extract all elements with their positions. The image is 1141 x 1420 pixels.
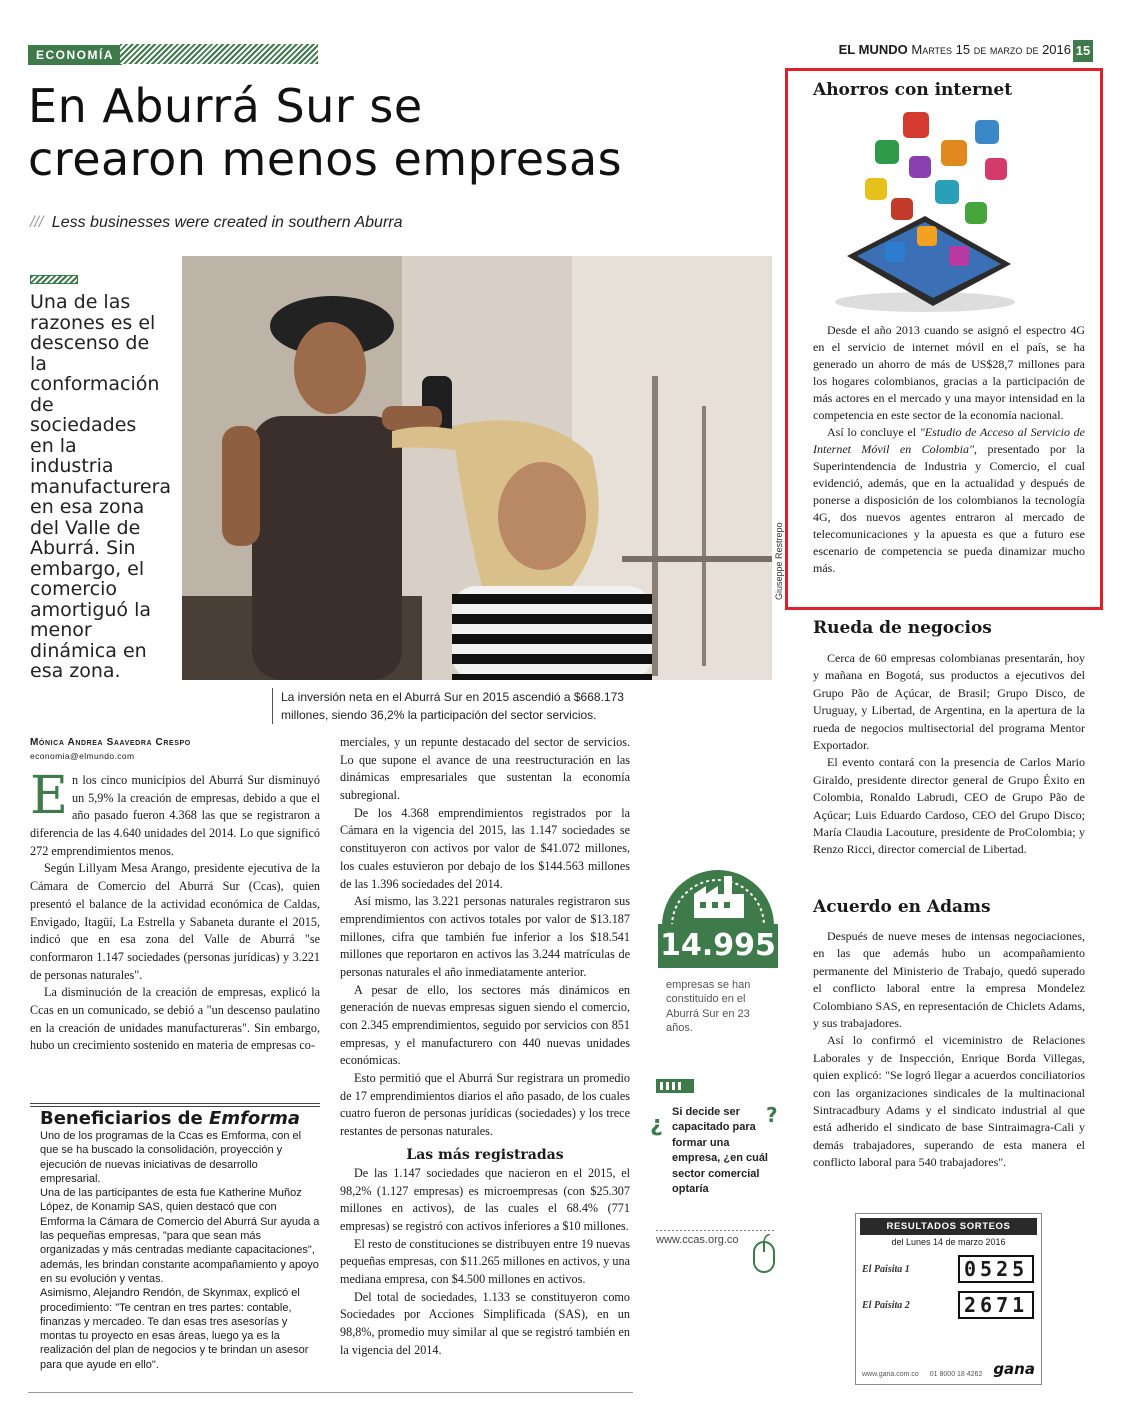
- article-paragraph: Del total de sociedades, 1.133 se constituyeron como Sociedades por Acciones Simplificada (SAS), en un 98,8%, promedio muy similar al que se registró también en la vigencia del 2014.: [340, 1289, 630, 1357]
- lottery-game-name: El Paisita 1: [862, 1263, 910, 1275]
- headline-line-2: crearon menos empresas: [28, 132, 623, 187]
- lottery-number: 2671: [958, 1291, 1034, 1319]
- bottom-rule: [28, 1392, 633, 1393]
- rueda-title: Rueda de negocios: [813, 618, 992, 638]
- article-column-2: [340, 734, 630, 1359]
- sidebar-title: Ahorros con internet: [813, 80, 1013, 100]
- adams-text: Después de nueve meses de intensas negociaciones, en las que además hubo un acompañamiento permanente del Ministerio de Trabajo, quedó superado el conflicto laboral entre la empresa Mondelez Colombiano SAS, en representación de Chiclets Adams, y sus trabajadores. Así lo confirmó el viceministro de Relaciones Laborales y de Inspección, Enrique Borda Villegas, quien explicó: "Se logró llegar a acuerdos conciliatorios con las organizaciones sindicales de la multinacional Sintracadbury Adams y el sindicato industrial al que está adherido el sindicato de base Sintraimagra-Cali y demás trabajadores, superando de esta manera el conflicto laboral para 540 trabajadores".: [813, 929, 1085, 1170]
- question-marker: [656, 1078, 694, 1092]
- sidebar-text: Desde el año 2013 cuando se asignó el espectro 4G en el servicio de internet móvil en el país, se ha generado un ahorro de más de US$28,7 millones para los hogares colombianos, gracias a la participación de más actores en el mercado y una mayor intensidad en la competencia en este sector de la economía nacional. Así lo concluye el "Estudio de Acceso al Servicio de Internet Móvil en Colombia", presentado por la Superintendencia de Industria y Comercio, el cual evidenció, además, que en la actualidad y después de ponerse a disposición de los colombianos la tecnología 4G, dos nuevos agentes entraron al mercado de telecomunicaciones y la apuesta es que a futuro ese escenario de competencia se pueda dinamizar mucho más.: [813, 323, 1085, 576]
- gana-logo: gana: [993, 1360, 1035, 1378]
- article-paragraph: Según Lillyam Mesa Arango, presidente ejecutiva de la Cámara de Comercio del Aburrá Sur (Ccas), quien presentó el balance de la actividad económica de Caldas, Envigado, Itagüí, La Estrella y Sabaneta durante el 2015, indicó que en esa zona del Valle de Aburrá "se conformaron 1.147 sociedades (personas jurídicas) y 3.221 de personas naturales".: [30, 861, 320, 982]
- lottery-row: [862, 1291, 1035, 1319]
- article-column-1: [30, 766, 320, 1055]
- stat-label: empresas se han constituido en el Aburrá Sur en 23 años.: [666, 979, 751, 1034]
- article-paragraph: Así mismo, las 3.221 personas naturales registraron sus emprendimientos con activos totales por valor de $13.187 millones, cifra que también fue inferior a los $18.541 millones que reportaron en activos las 3.244 matrículas de personas naturales el año inmediatamente anterior.: [340, 894, 630, 979]
- emforma-title: Beneficiarios de Emforma: [40, 1108, 301, 1129]
- article-subtitle: Las más registradas: [406, 1146, 564, 1163]
- headline-line-1: En Aburrá Sur se: [28, 79, 423, 133]
- section-hatch: [120, 44, 318, 64]
- lottery-phone: 01 8000 18 4262: [929, 1371, 983, 1378]
- lottery-game-name: El Paisita 2: [862, 1299, 910, 1311]
- rueda-text: Cerca de 60 empresas colombianas presentarán, hoy y mañana en Bogotá, sus productos a ejecutivos del Grupo Pão de Açúcar, de Brasil; Grupo Disco, de Uruguay, y Libertad, de Argentina, en la apertura de la rueda de negocios multisectorial del programa Mentor Exportador. El evento contará con la presencia de Carlos Mario Giraldo, presidente director general de Grupo Éxito en Colombia, Ronaldo Labrudi, CEO de Grupo Pão de Açúcar; Luis Eduardo Cardoso, CEO del Grupo Disco; María Claudia Lacouture, presidente de ProColombia; y Renzo Ricci, director comercial de Libertad.: [813, 651, 1085, 857]
- article-paragraph: En los cinco municipios del Aburrá Sur disminuyó un 5,9% la creación de empresas, debido a que el año pasado fueron 4.368 las que se registraron a diferencia de las 4.640 unidades del 2014. Lo que significó 272 emprendimientos menos.: [30, 766, 320, 858]
- subhead-text: Less businesses were created in southern Aburra: [51, 214, 403, 231]
- subhead: [30, 214, 403, 232]
- byline-email: economia@elmundo.com: [30, 751, 135, 761]
- photo-credit: Giuseppe Restrepo: [774, 522, 784, 600]
- article-paragraph: merciales, y un repunte destacado del sector de servicios. Lo que supone el avance de una reestructuración en las dinámicas empresariales que sustentan la economía subregional.: [340, 735, 630, 803]
- article-paragraph: La disminución de la creación de empresas, explicó la Ccas en un comunicado, se debió a "un descenso paulatino en la creación de unidades manufactureras". Sin embargo, hubo un crecimiento sostenido en materia de empresas co-: [30, 985, 320, 1053]
- masthead: [839, 42, 1071, 57]
- headline: [28, 80, 768, 187]
- lottery-row: [862, 1255, 1035, 1283]
- question-close-mark: ?: [766, 1103, 778, 1127]
- lead-marker: [30, 275, 78, 284]
- subhead-slashes: ///: [30, 214, 44, 231]
- lottery-date: del Lunes 14 de marzo 2016: [891, 1237, 1006, 1247]
- smartphone-apps-icon: [825, 106, 1025, 316]
- question-text: Si decide ser capacitado para formar una empresa, ¿en cuál sector comercial optaría: [672, 1106, 768, 1195]
- page-number: 15: [1073, 40, 1093, 62]
- emforma-box: [30, 1100, 320, 1372]
- lottery-footer: [862, 1360, 1035, 1378]
- drop-cap: E: [30, 766, 68, 826]
- section-tag: [28, 44, 318, 64]
- issue-date: Martes 15 de marzo de 2016: [911, 42, 1071, 57]
- article-paragraph: Esto permitió que el Aburrá Sur registrara un promedio de 17 emprendimientos diarios el año pasado, de los cuales cuatro fueron de personas jurídicas (sociedades) y los trece restantes de personas naturales.: [340, 1071, 630, 1139]
- question-open-mark: ¿: [650, 1112, 663, 1137]
- stat-number: 14.995: [658, 924, 778, 968]
- lottery-site: www.gana.com.co: [862, 1371, 919, 1378]
- lead-paragraph: Una de las razones es el descenso de la conformación de sociedades en la industria manufacturera en esa zona del Valle de Aburrá. Sin embargo, el comercio amortiguó la menor dinámica en esa zona.: [30, 291, 172, 683]
- lottery-number: 0525: [958, 1255, 1034, 1283]
- lottery-results-box: [855, 1213, 1042, 1385]
- salon-photo-illustration: [182, 256, 772, 680]
- url-divider: [656, 1230, 774, 1231]
- emforma-text: Uno de los programas de la Ccas es Emforma, con el que se ha buscado la consolidación, proyección y ejecución de nuevas iniciativas de desarrollo empresarial. Una de las participantes de esta fue Katherine Muñoz López, de Konamip SAS, quien destacó que con Emforma la Cámara de Comercio del Aburrá Sur ayuda a las pequeñas empresas, "para que sean más organizadas y más centradas mediante capacitaciones", además, les brindan constante acompañamiento y apoyo en su evolución y ventas. Asimismo, Alejandro Rendón, de Skynmax, explicó el procedimiento: "Te centran en tres partes: contable, finanzas y mercadeo. Te dan esas tres asesorías y montas tu proyecto en esas áreas, luego ya es la realización del plan de negocios y te brindan un asesor para que ayude en ello".: [40, 1130, 320, 1371]
- article-paragraph: De los 4.368 emprendimientos registrados por la Cámara en la vigencia del 2015, las 1.147 sociedades se constituyeron con activos por valor de $41.072 millones, los cuales estuvieron por debajo de los $144.563 millones de las 1.396 sociedades del 2014.: [340, 805, 630, 891]
- mouse-icon: [752, 1234, 776, 1278]
- paper-name: EL MUNDO: [838, 42, 908, 57]
- section-label: ECONOMÍA: [28, 45, 122, 65]
- article-paragraph: El resto de constituciones se distribuyen entre 19 nuevas pequeñas empresas, con $11.265 millones en activos, y una mediana empresa, con $4.500 millones en activos.: [340, 1236, 630, 1286]
- adams-title: Acuerdo en Adams: [813, 897, 991, 917]
- photo-caption: La inversión neta en el Aburrá Sur en 2015 ascendió a $668.173 millones, siendo 36,2% la participación del sector servicios.: [272, 688, 652, 724]
- article-paragraph: De las 1.147 sociedades que nacieron en el 2015, el 98,2% (1.127 empresas) es microempresas (con $25.307 millones en activos), de las cuales el 68.4% (771 empresas) se registró con activos inferiores a $10 millones.: [340, 1165, 630, 1233]
- article-paragraph: A pesar de ello, los sectores más dinámicos en generación de nuevas empresas siguen siendo el comercio, con 2.345 emprendimientos, seguido por servicios con 851 empresas, y el manufacturero con 440 nuevas unidades económicas.: [340, 982, 630, 1068]
- website-link[interactable]: www.ccas.org.co: [656, 1234, 739, 1246]
- lottery-header: RESULTADOS SORTEOS: [860, 1218, 1037, 1235]
- byline-name: Mónica Andrea Saavedra Crespo: [30, 737, 191, 748]
- article-photo: [182, 256, 772, 680]
